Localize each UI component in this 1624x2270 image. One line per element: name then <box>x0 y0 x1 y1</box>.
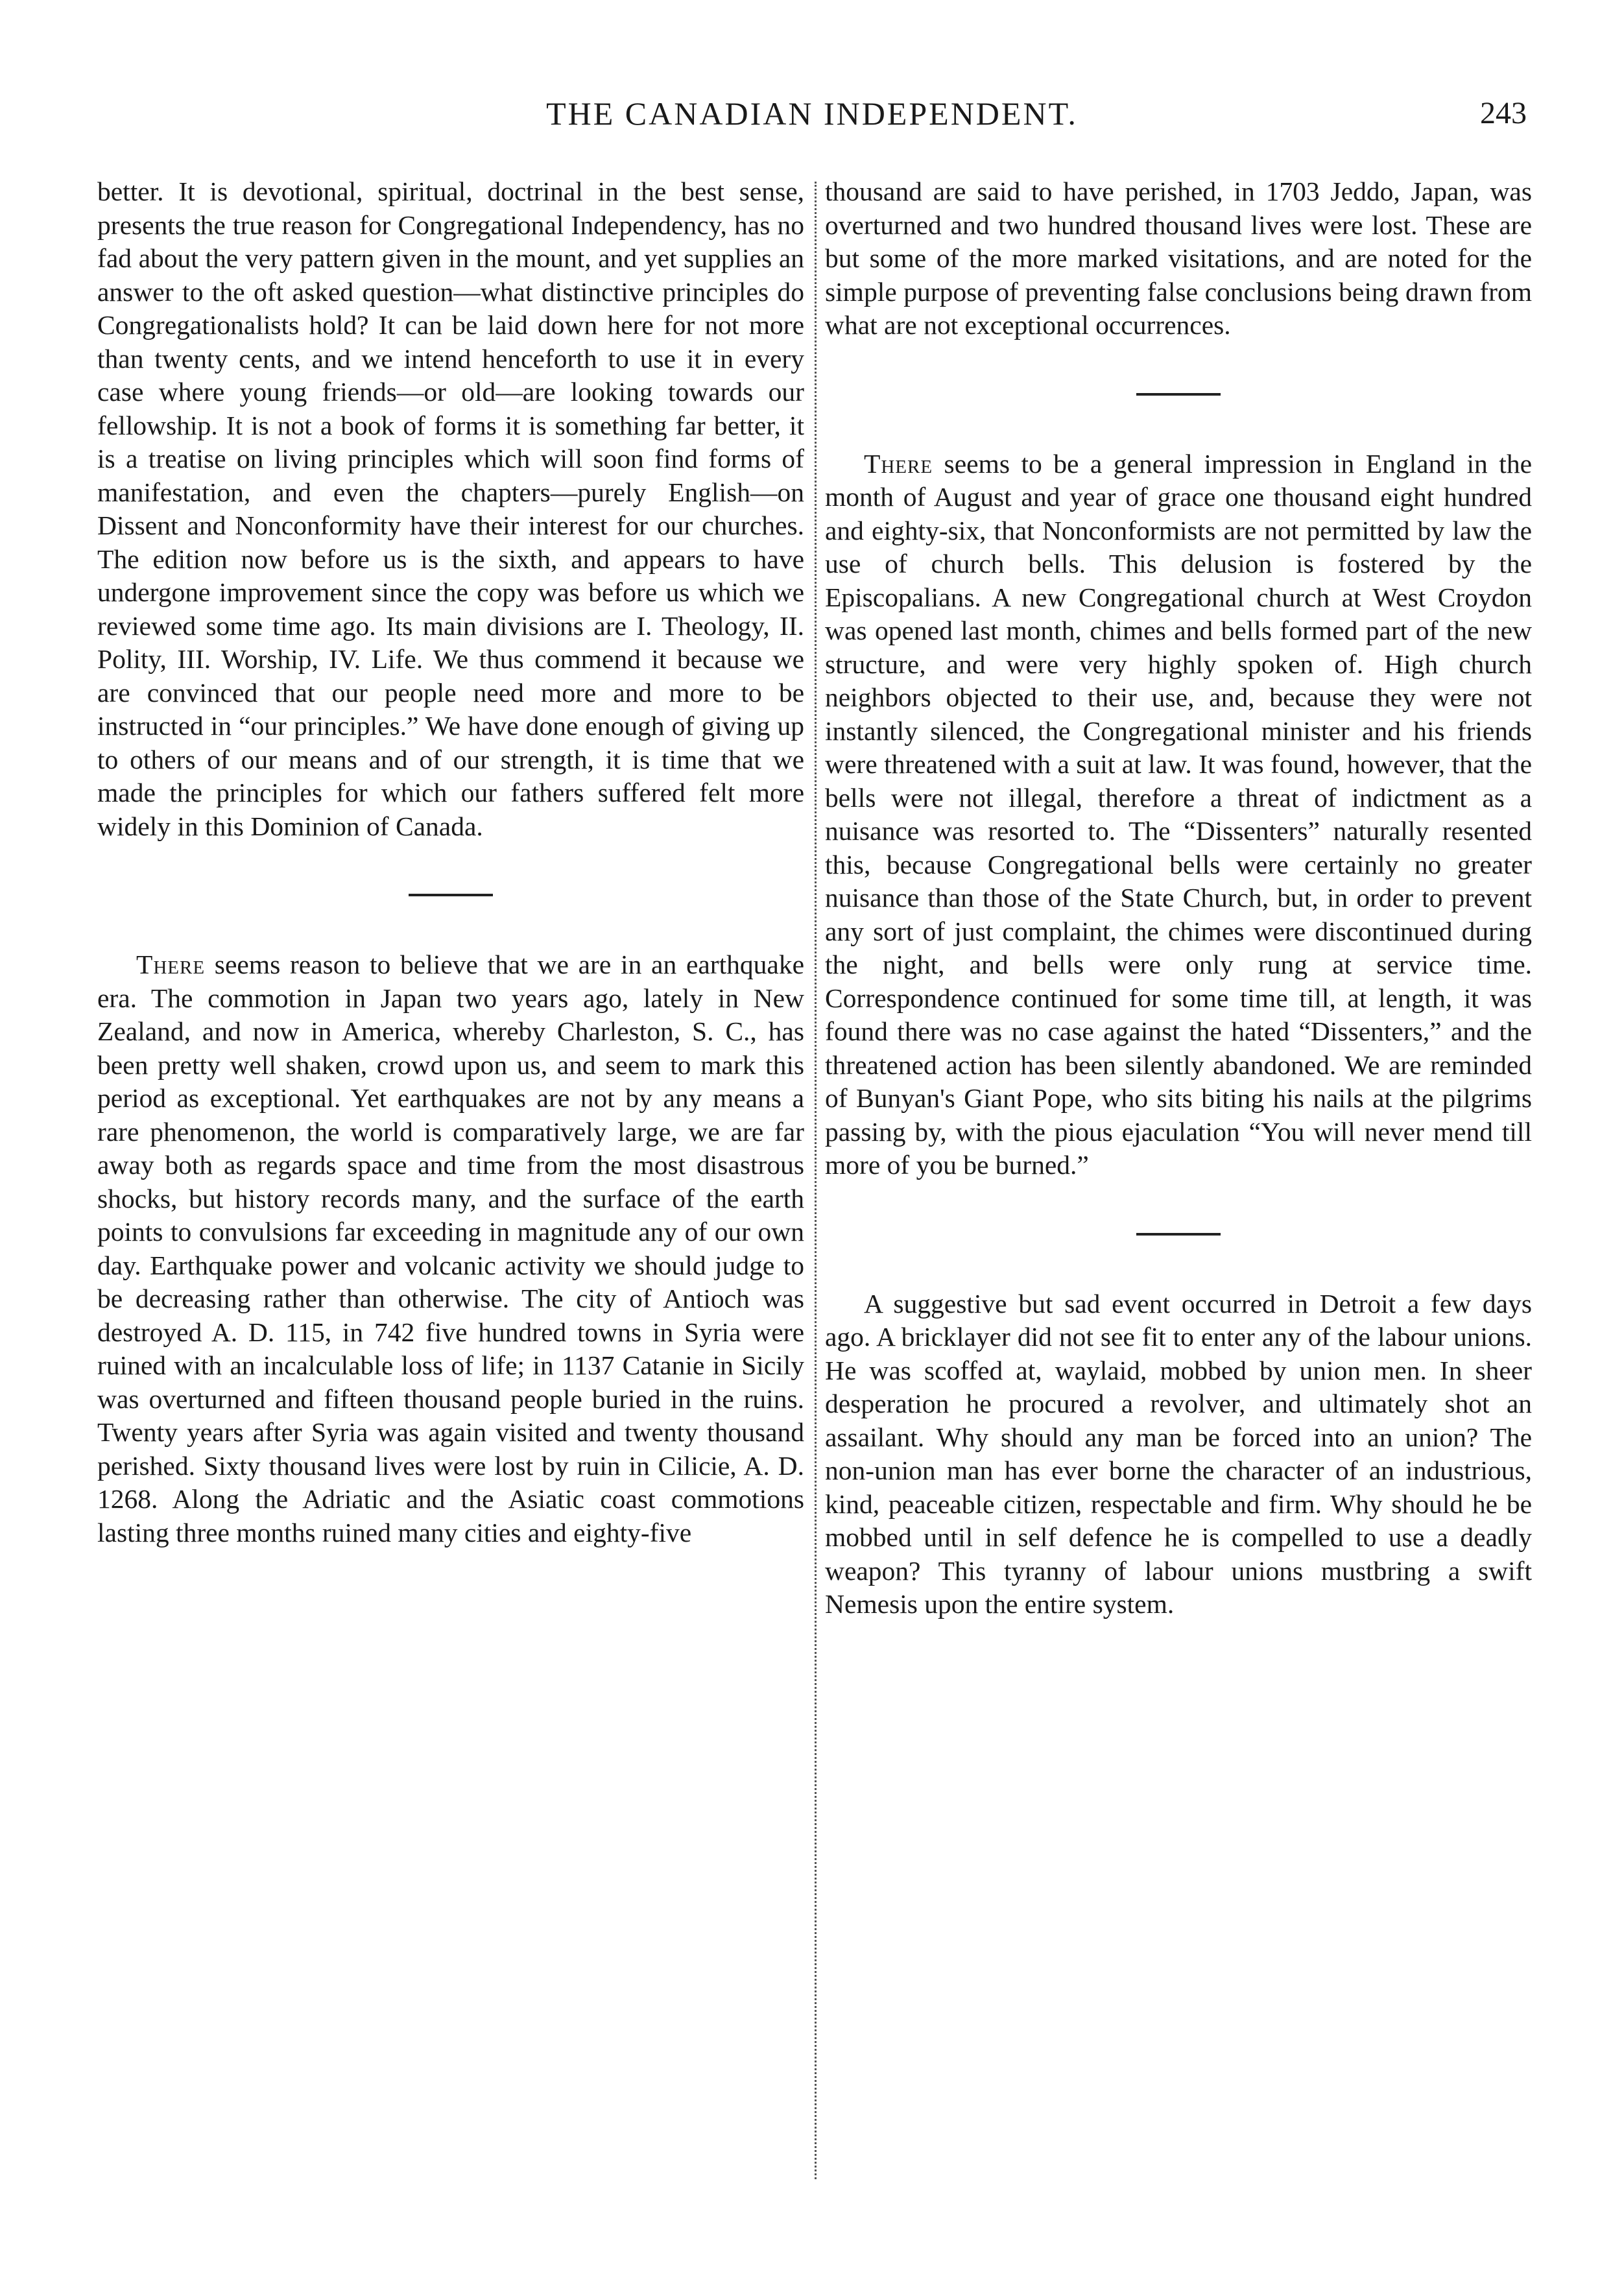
section-divider <box>1136 1233 1221 1236</box>
right-column <box>825 175 1532 1621</box>
running-head <box>97 91 1527 136</box>
earthquake-body: seems reason to believe that we are in an earthquake era. The commotion in Japan two years ago, lately in New Zealand, and now in America, whereby Charleston, S. C., has been pretty well shaken, crowd upon us, and seem to mark this period as exceptional. Yet earthquakes are not by any means a rare phenomenon, the world is comparatively large, we are far away both as regards space and time from the most disastrous shocks, but history records many, and the surface of the earth points to convulsions far exceeding in magnitude any of our own day. Earthquake power and volcanic activity we should judge to be decreasing rather than otherwise. The city of Antioch was destroyed A. D. 115, in 742 five hundred towns in Syria were ruined with an incalculable loss of life; in 1137 Catanie in Sicily was overturned and fifteen thousand people buried in the ruins. Twenty years after Syria was again visited and twenty thousand perished. Sixty thousand lives were lost by ruin in Cilicie, A. D. 1268. Along the Adriatic and the Asiatic coast commotions lasting three months ruined many cities and eighty-five <box>97 950 804 1547</box>
earthquake-continuation: thousand are said to have perished, in 1703 Jeddo, Japan, was overturned and two hundred thousand lives were lost. These are but some of the more marked visitations, and are noted for the simple purpose of preventing false conclusions being drawn from what are not exceptional occurrences. <box>825 176 1532 340</box>
detroit-article: A suggestive but sad event occurred in Detroit a few days ago. A bricklayer did not see fit to enter any of the labour unions. He was scoffed at, waylaid, mobbed by union men. In sheer desperation he procured a revolver, and ultimately shot an assailant. Why should any man be forced into an union? The non-union man has ever borne the character of an industrious, kind, peaceable citizen, respectable and firm. Why should he be mobbed until in self defence he is compelled to use a deadly weapon? This tyranny of labour unions mustbring a swift Nemesis upon the entire system. <box>825 1288 1532 1619</box>
church-bells-article <box>825 448 1532 1182</box>
earthquake-lead-word: There <box>136 950 206 979</box>
journal-title: THE CANADIAN INDEPENDENT. <box>546 95 1078 132</box>
left-column <box>97 175 804 1549</box>
column-separator <box>815 182 817 2179</box>
bells-lead-word: There <box>864 448 933 479</box>
page-number: 243 <box>1480 96 1527 130</box>
section-divider <box>1136 393 1221 396</box>
book-review-continuation: better. It is devotional, spiritual, doctrinal in the best sense, presents the true reason for Congregational Independency, has no fad about the very pattern given in the mount, and yet supplies an answer to the oft asked question—what distinctive principles do Congregationalists hold? It can be laid down here for not more than twenty cents, and we intend henceforth to use it in every case where young friends—or old—are looking towards our fellowship. It is not a book of forms it is something far better, it is a treatise on living principles which will soon find forms of manifestation, and even the chapters—purely English—on Dissent and Nonconformity have their interest for our churches. The edition now before us is the sixth, and appears to have undergone improvement since the copy was before us which we reviewed some time ago. Its main divisions are I. Theology, II. Polity, III. Worship, IV. Life. We thus commend it because we are convinced that our people need more and more to be instructed in “our principles.” We have done enough of giving up to others of our means and of our strength, it is time that we made the principles for which our fathers suffered felt more widely in this Dominion of Canada. <box>97 176 804 841</box>
earthquake-article <box>97 948 804 1549</box>
bells-body: seems to be a general impression in England in the month of August and year of grace one thousand eight hundred and eighty-six, that Nonconformists are not permitted by law the use of church bells. This delusion is fostered by the Episcopalians. A new Congregational church at West Croydon was opened last month, chimes and bells formed part of the new structure, and were very highly spoken of. High church neighbors objected to their use, and, because they were not instantly silenced, the Congregational minister and his friends were threatened with a suit at law. It was found, however, that the bells were not illegal, therefore a threat of indictment as a nuisance was resorted to. The “Dissenters” naturally resented this, because Congregational bells were certainly no greater nuisance than those of the State Church, but, in order to prevent any sort of just complaint, the chimes were discontinued during the night, and bells were only rung at service time. Correspondence continued for some time till, at length, it was found there was no case against the hated “Dissenters,” and the threatened action has been silently abandoned. We are reminded of Bunyan's Giant Pope, who sits biting his nails at the pilgrims passing by, with the pious ejaculation “You will never mend till more of you be burned.” <box>825 448 1532 1180</box>
section-divider <box>409 894 493 896</box>
